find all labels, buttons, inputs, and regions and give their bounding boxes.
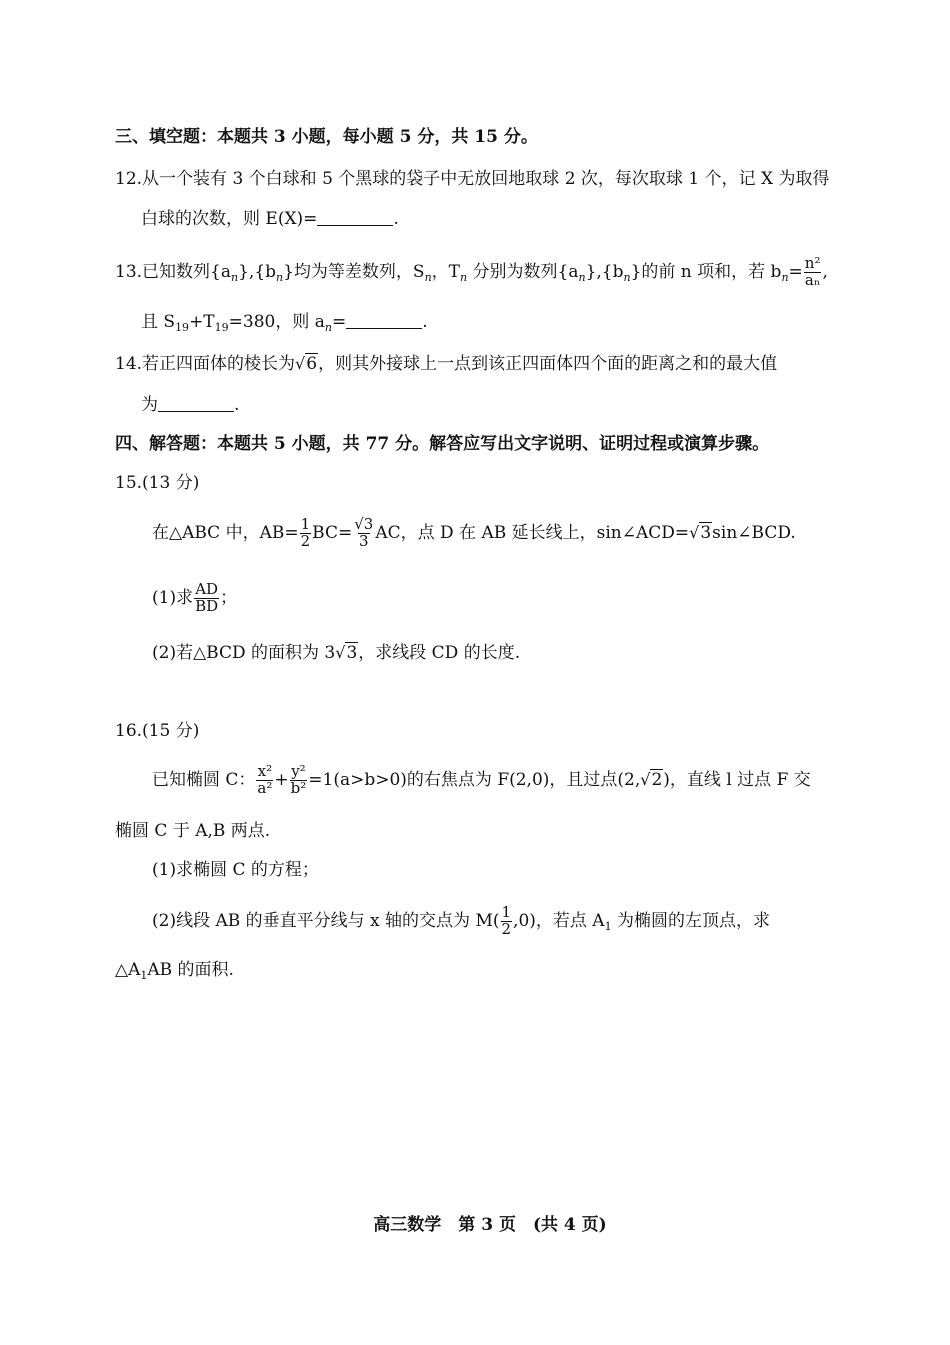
q16-frac-x [256, 764, 273, 797]
q16-frac-half [501, 905, 513, 938]
page-footer: 高三数学 第 3 页 (共 4 页) [373, 1215, 607, 1235]
q15-seg: ，求线段 CD 的长度. [358, 643, 521, 663]
frac-den: a² [257, 778, 273, 797]
q15-seg: ； [220, 587, 238, 608]
q13-seg: }均为等差数列，S [283, 261, 425, 282]
q13-seg: },{b [238, 261, 277, 282]
q16-seg: AB 的面积. [147, 960, 234, 980]
frac-den: BD [195, 596, 219, 615]
q16-part1: (1)求椭圆 C 的方程； [152, 860, 319, 880]
q15-seg: AC，点 D 在 AB 延长线上，sin∠ACD= [375, 522, 690, 543]
q14-line1 [115, 356, 777, 373]
subscript: 19 [175, 321, 190, 334]
q13-seg: },{b [585, 261, 624, 282]
q16-seg: =1(a>b>0)的右焦点为 F(2,0)，且过点(2, [308, 769, 641, 790]
frac-num: x² [257, 762, 273, 780]
frac-den: 2 [300, 531, 311, 550]
q13-seg: 已知数列{a [142, 261, 231, 282]
q16-stem [152, 764, 811, 797]
q16-part2-line2 [115, 962, 234, 981]
section3-header: 三、填空题：本题共 3 小题，每小题 5 分，共 15 分。 [115, 127, 538, 147]
q15-part1 [152, 582, 237, 615]
frac-num: √3 [354, 515, 374, 533]
q16-seg: △A [115, 960, 141, 980]
q16-frac-y [290, 764, 308, 797]
frac-num: 1 [501, 903, 512, 921]
q12-text-line2: 白球的次数，则 E(X)= [141, 209, 318, 229]
sqrt-3: √3 [335, 643, 358, 663]
subscript: n [424, 270, 432, 284]
q14-line2: 为 . [141, 395, 240, 415]
subscript: 1 [604, 919, 612, 933]
frac-num: n² [804, 254, 821, 272]
subscript: 1 [140, 969, 148, 982]
q12-text-line1: 从一个装有 3 个白球和 5 个黑球的袋子中无放回地取球 2 次，每次取球 1 个，记 X 为取得 [142, 169, 830, 189]
subscript: n [231, 270, 239, 284]
subscript: n [324, 321, 332, 334]
q15-part2 [152, 645, 520, 662]
q15-frac-ad-bd [194, 582, 219, 615]
q15-seg: (2)若△BCD 的面积为 3 [152, 643, 336, 663]
sqrt-6: √6 [295, 354, 318, 374]
q13-seg: 分别为数列{a [467, 261, 579, 282]
q15-seg: sin∠BCD. [712, 522, 796, 543]
q16-part2 [152, 905, 770, 938]
q13-number: 13. [115, 261, 143, 282]
q14-seg: 为 [141, 395, 158, 415]
q13-line1: 13.已知数列$\{a_n\},\{b_n\}$均为等差数列，$S_n$，$T_n$ 分别为数列$\{a_n\},\{b_n\}$的前 n 项和，若 $b_n=$ $\frac{\text{n²}}{\text{aₙ}}$ , [115, 254, 828, 289]
radicand: 3 [700, 522, 712, 543]
q13-seg: ，T [431, 261, 461, 282]
subscript: n [276, 270, 284, 284]
frac-num: y² [291, 762, 306, 780]
q15-frac-half [300, 517, 312, 550]
q15-seg: (1)求 [152, 587, 194, 608]
subscript: n [623, 270, 631, 284]
q15-title: 15.(13 分) [115, 473, 200, 493]
sqrt-2: √2 [640, 769, 663, 790]
q16-seg: )，直线 l 过点 F 交 [663, 769, 811, 790]
q14-number: 14. [115, 354, 143, 374]
q16-seg: 已知椭圆 C： [152, 769, 256, 790]
frac-num: 1 [300, 515, 311, 533]
q13-seg: }的前 n 项和，若 b [630, 261, 782, 282]
q13-fraction [804, 256, 822, 289]
frac-den: aₙ [804, 270, 821, 289]
q13-seg: = [331, 312, 347, 332]
answer-blank [158, 397, 234, 412]
q12-line2: 白球的次数，则 E(X)= . [141, 209, 399, 229]
q13-seg: = [788, 261, 803, 282]
q14-seg: ，则其外接球上一点到该正四面体四个面的距离之和的最大值 [318, 354, 778, 374]
answer-blank [317, 211, 393, 226]
q16-stem-line2: 椭圆 C 于 A,B 两点. [115, 821, 271, 841]
q12-line1 [115, 171, 829, 188]
q16-seg: + [274, 769, 289, 790]
q13-seg: +T [189, 312, 215, 332]
frac-den: 3 [358, 531, 369, 550]
radicand: 2 [651, 769, 663, 790]
q13-seg: =380，则 a [228, 312, 325, 332]
section4-header: 四、解答题：本题共 5 小题，共 77 分。解答应写出文字说明、证明过程或演算步骤。 [115, 434, 770, 454]
subscript: n [781, 270, 789, 284]
frac-den: 2 [501, 919, 512, 938]
q13-seg: 且 S [141, 312, 176, 332]
q14-seg: 若正四面体的棱长为 [142, 354, 296, 374]
q16-seg: ,0)，若点 A [513, 910, 605, 931]
q15-seg: BC= [312, 522, 353, 543]
subscript: n [460, 270, 468, 284]
q15-frac-root3-over-3 [353, 517, 374, 550]
subscript: 19 [214, 321, 229, 334]
q12-number: 12. [115, 169, 143, 189]
sqrt-3: √3 [689, 522, 712, 543]
q13-line2: 且 $S_{19}+T_{19}=380$，则 $a_n=$ . [141, 312, 428, 334]
q15-seg: 在△ABC 中，AB= [152, 522, 299, 543]
q16-seg: 为椭圆的左顶点，求 [611, 910, 770, 931]
frac-den: b² [290, 778, 307, 797]
answer-blank [346, 314, 422, 329]
q16-seg: (2)线段 AB 的垂直平分线与 x 轴的交点为 M( [152, 910, 500, 931]
frac-num: AD [195, 580, 219, 598]
radicand: 6 [306, 354, 318, 374]
subscript: n [578, 270, 586, 284]
radicand: 3 [346, 643, 358, 663]
q15-stem [152, 517, 796, 550]
q16-title: 16.(15 分) [115, 721, 200, 741]
